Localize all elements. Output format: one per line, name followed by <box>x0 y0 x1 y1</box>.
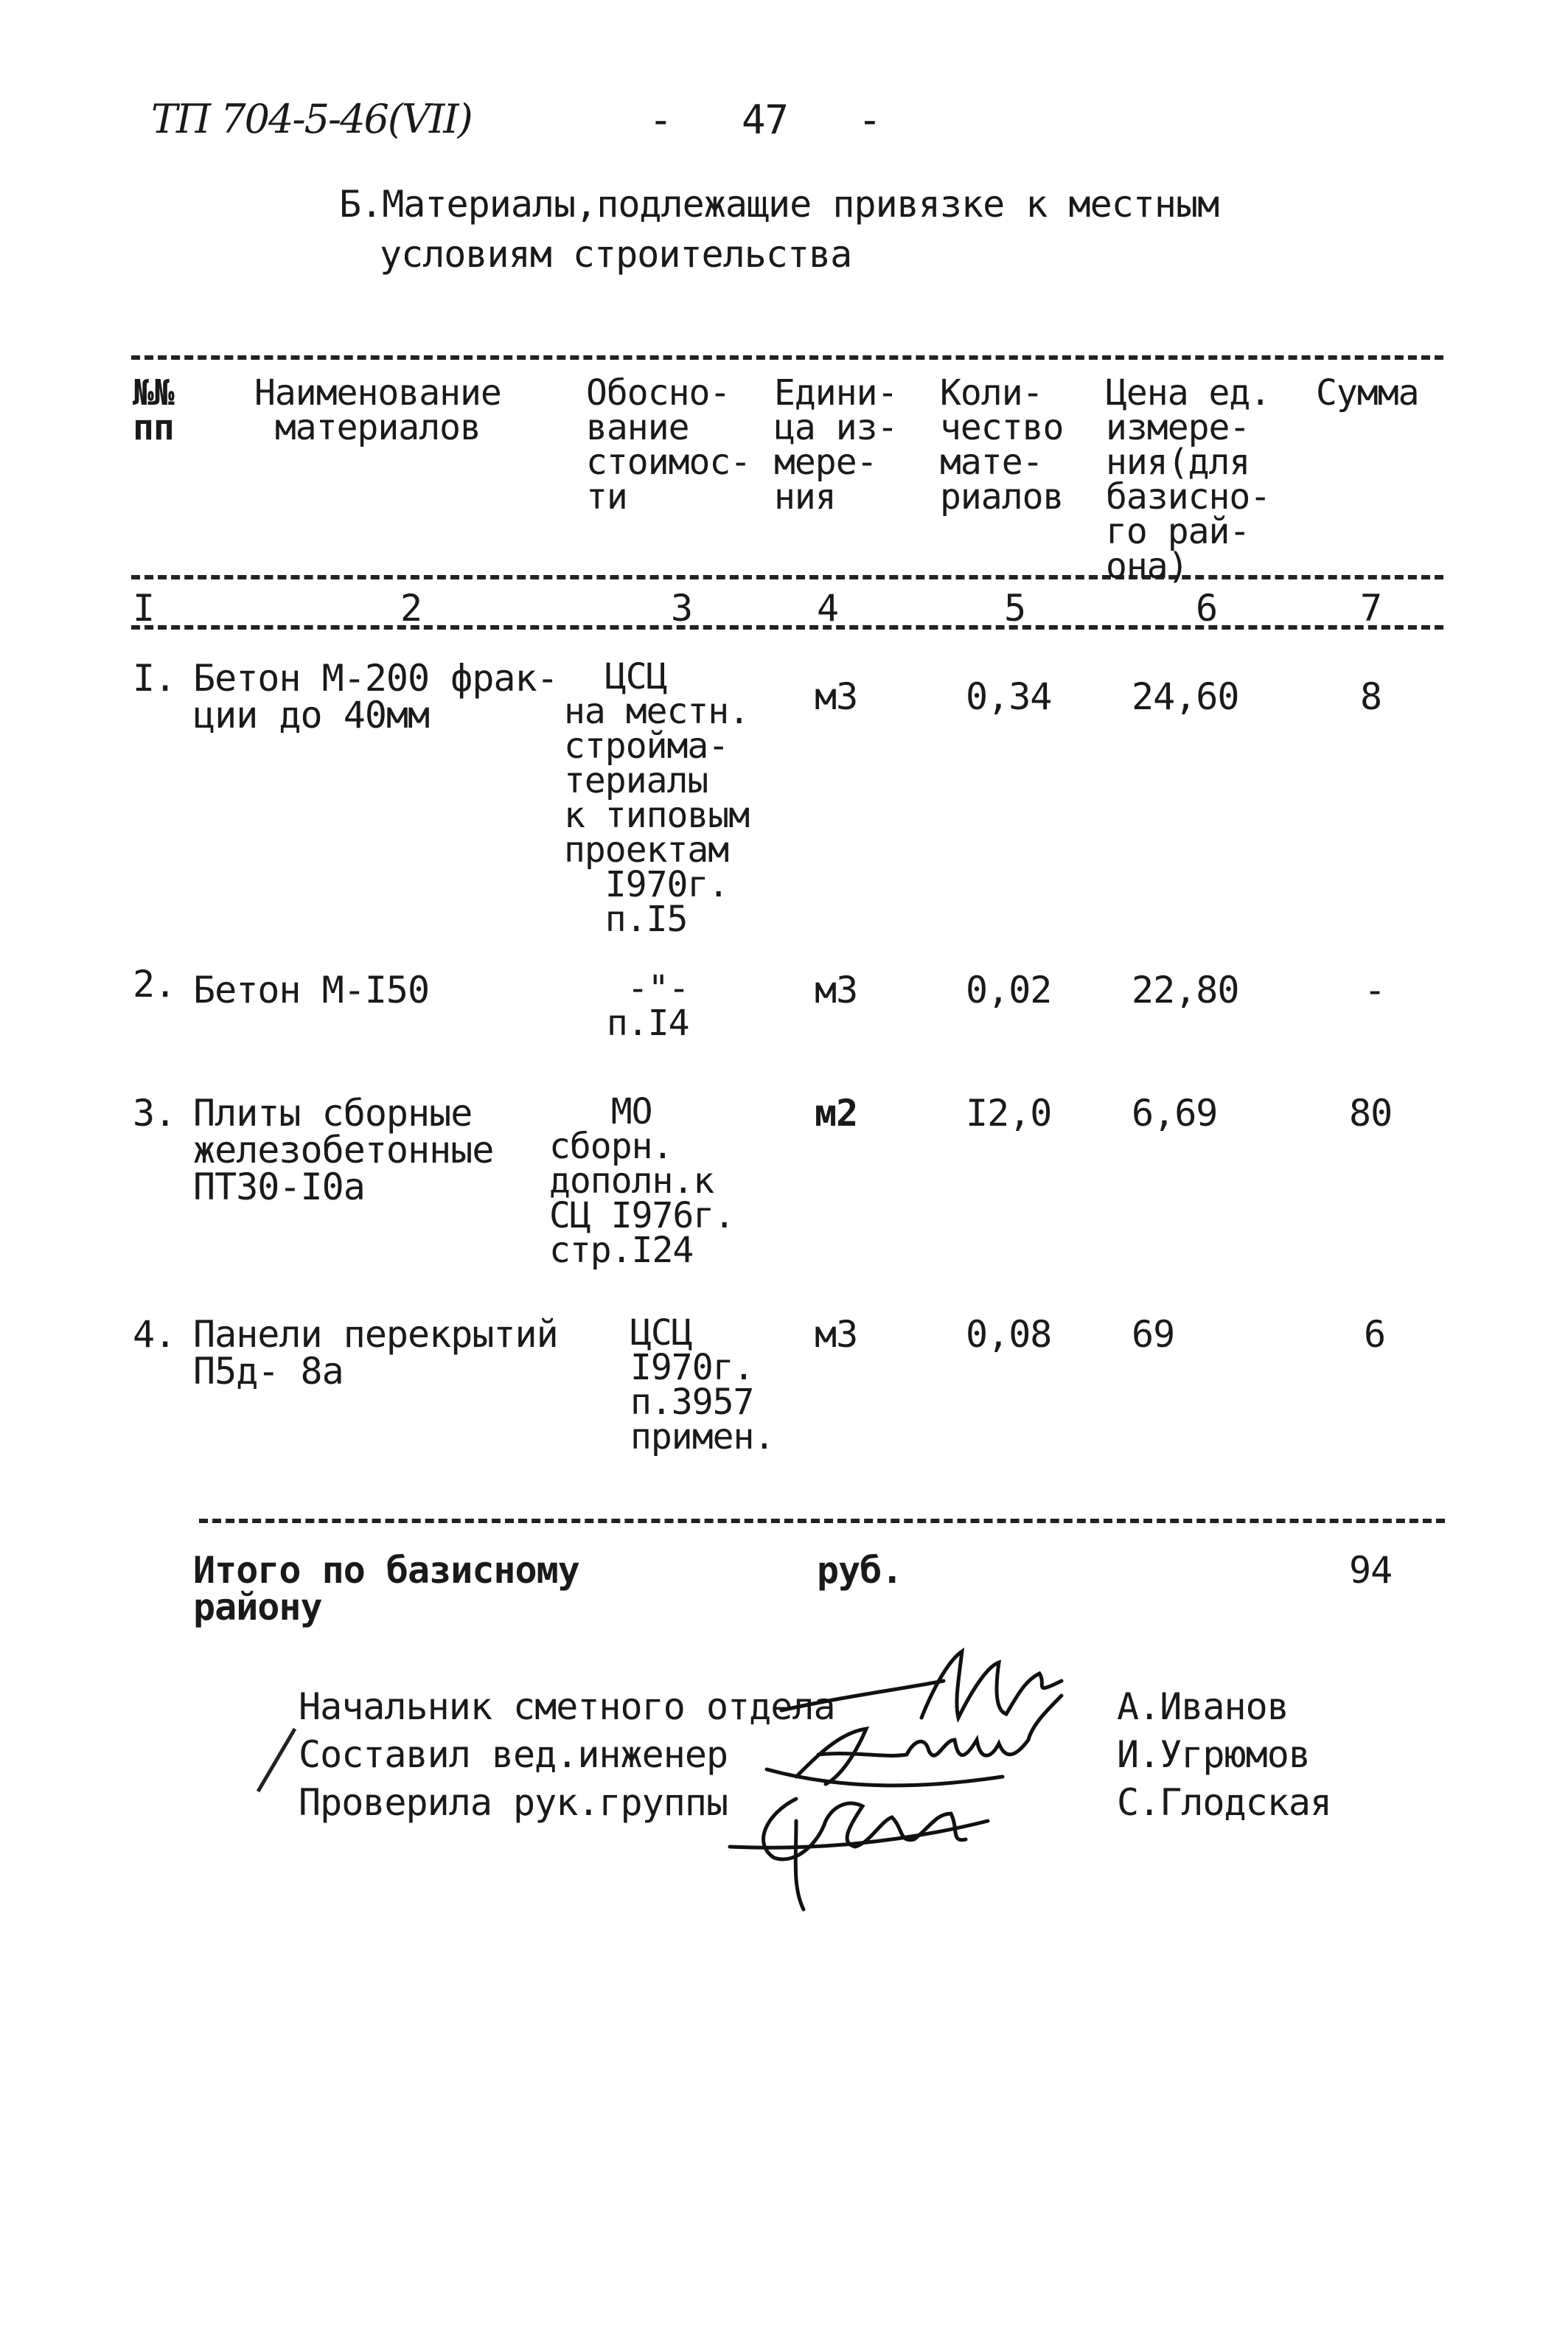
column-number: 2 <box>400 587 422 630</box>
row-number: 2. <box>133 963 176 1006</box>
material-name: Бетон М-I50 <box>193 969 430 1011</box>
header-price: Цена ед. измере- ния(для базисно- го рай- она) <box>1106 372 1271 587</box>
cost-basis: ЦСЦ I970г. п.3957 примен. <box>630 1312 775 1457</box>
unit: м2 <box>815 1092 858 1135</box>
signature-role: Проверила рук.группы <box>299 1781 728 1824</box>
unit-price: 22,80 <box>1132 969 1239 1011</box>
header-quantity: Коли- чество мате- риалов <box>940 372 1064 518</box>
unit: м3 <box>815 969 858 1011</box>
sum: 80 <box>1349 1092 1393 1135</box>
material-name: Бетон М-200 фрак- ции до 40мм <box>193 657 558 736</box>
cost-basis: ЦСЦ на местн. стройма- териалы к типовым проектам I970г. п.I5 <box>564 656 750 940</box>
total-unit: руб. <box>817 1549 903 1592</box>
unit-price: 69 <box>1132 1313 1175 1356</box>
quantity: 0,08 <box>966 1313 1052 1356</box>
section-title-line2: условиям строительства <box>380 233 852 276</box>
material-name: Плиты сборные железобетонные ПТ30-I0а <box>193 1092 494 1208</box>
signatory-name: И.Угрюмов <box>1117 1733 1310 1776</box>
sum: 8 <box>1360 675 1382 718</box>
signature-role: Начальник сметного отдела <box>299 1685 835 1728</box>
total-sum: 94 <box>1349 1549 1393 1592</box>
material-name: Панели перекрытий П5д- 8а <box>193 1313 558 1393</box>
column-number: 7 <box>1360 587 1382 630</box>
quantity: 0,34 <box>966 675 1052 718</box>
header-number: №№ пп <box>133 372 174 448</box>
header-basis: Обосно- вание стоимос- ти <box>586 372 751 518</box>
column-number: 6 <box>1196 587 1218 630</box>
unit-price: 24,60 <box>1132 675 1239 718</box>
cost-basis: МО сборн. дополн.к СЦ I976г. стр.I24 <box>549 1091 735 1271</box>
section-title: Б.Материалы,подлежащие привязке к местным <box>339 183 1219 226</box>
column-number: 5 <box>1004 587 1026 630</box>
row-number: 3. <box>133 1092 176 1135</box>
header-sum: Сумма <box>1316 372 1419 414</box>
cost-basis: -"- п.I4 <box>606 968 689 1044</box>
document-code: ТП 704-5-46(VII) <box>151 96 472 142</box>
column-number: I <box>133 587 155 630</box>
column-number: 3 <box>671 587 693 630</box>
header-name: Наименование материалов <box>254 372 501 448</box>
row-number: 4. <box>133 1313 176 1356</box>
signature-role: Составил вед.инженер <box>299 1733 728 1776</box>
quantity: 0,02 <box>966 969 1052 1011</box>
unit-price: 6,69 <box>1132 1092 1218 1135</box>
unit: м3 <box>815 675 858 718</box>
total-label: Итого по базисному району <box>193 1549 579 1629</box>
sum: - <box>1364 969 1386 1011</box>
signatory-name: А.Иванов <box>1117 1685 1289 1728</box>
sum: 6 <box>1364 1313 1386 1356</box>
quantity: I2,0 <box>966 1092 1052 1135</box>
row-number: I. <box>133 657 176 700</box>
unit: м3 <box>815 1313 858 1356</box>
header-unit: Едини- ца из- мере- ния <box>774 372 898 518</box>
page-number: - 47 - <box>649 97 882 143</box>
column-number: 4 <box>817 587 839 630</box>
signatory-name: С.Глодская <box>1117 1781 1332 1824</box>
